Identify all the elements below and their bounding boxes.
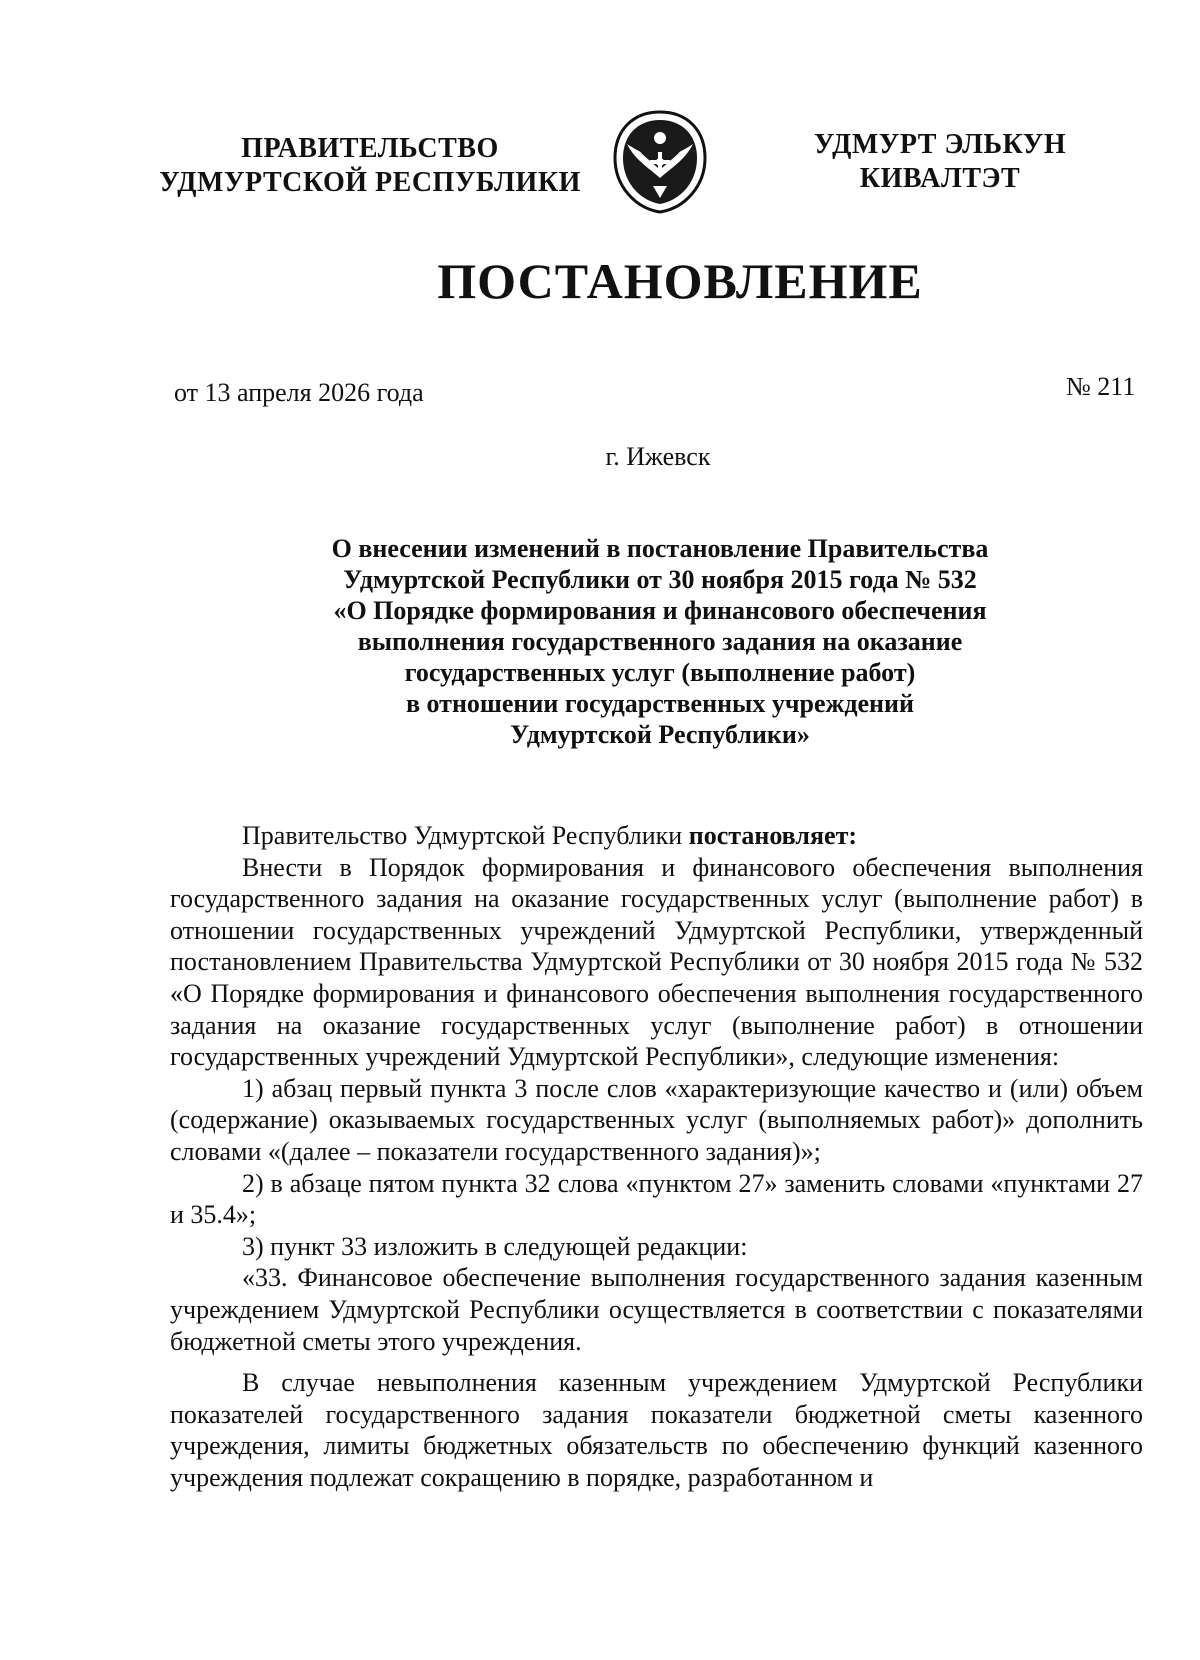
- title-line: государственных услуг (выполнение работ): [404, 658, 916, 687]
- document-date: от 13 апреля 2026 года: [174, 378, 424, 407]
- intro-verb: постановляет:: [688, 821, 857, 850]
- document-number: № 211: [1066, 372, 1136, 401]
- document-type: ПОСТАНОВЛЕНИЕ: [437, 253, 923, 309]
- title-line: Удмуртской Республики»: [510, 720, 810, 749]
- paragraph-item-1: 1) абзац первый пункта 3 после слов «характеризующие качество и (или) объем (содержание) оказываемых государственных услуг (выполняемых работ)» дополнить словами «(далее – показатели государственного задания)»;: [170, 1073, 1143, 1166]
- paragraph-point-33: «33. Финансовое обеспечение выполнения государственного задания казенным учреждением Удмуртской Республики осуществляется в соответствии с показателями бюджетной сметы этого учреждения.: [170, 1263, 1143, 1356]
- paragraph-item-2: 2) в абзаце пятом пункта 32 слова «пунктом 27» заменить словами «пунктами 27 и 35.4»;: [170, 1168, 1143, 1230]
- header-right-line1: УДМУРТ ЭЛЬКУН: [813, 129, 1067, 160]
- paragraph: В случае невыполнения казенным учреждением Удмуртской Республики показателей государственного задания показатели бюджетной сметы казенного учреждения, лимиты бюджетных обязательств по обеспечению функций казенного учреждения подлежат сокращению в порядке, разработанном и: [170, 1368, 1143, 1492]
- title-line: «О Порядке формирования и финансового обеспечения: [333, 596, 987, 625]
- header-left-line2: УДМУРТСКОЙ РЕСПУБЛИКИ: [159, 167, 581, 198]
- header-right-line2: КИВАЛТЭТ: [859, 163, 1021, 194]
- document-body: [170, 820, 1143, 1493]
- title-line: Удмуртской Республики от 30 ноября 2015 года № 532: [343, 565, 977, 594]
- document-city: г. Ижевск: [605, 442, 711, 471]
- intro-text: Правительство Удмуртской Республики: [242, 821, 689, 850]
- paragraph-item-3: 3) пункт 33 изложить в следующей редакции:: [242, 1231, 748, 1261]
- header-left-line1: ПРАВИТЕЛЬСТВО: [241, 133, 499, 164]
- government-name-russian: [150, 132, 590, 200]
- resolution-intro: [170, 820, 1143, 852]
- udmurt-coat-of-arms-icon: [605, 108, 715, 216]
- title-line: в отношении государственных учреждений: [405, 689, 914, 718]
- paragraph: Внести в Порядок формирования и финансового обеспечения выполнения государственного задания на оказание государственных услуг (выполнение работ) в отношении государственных учреждений Удмуртской Республики, утвержденный постановлением Правительства Удмуртской Республики от 30 ноября 2015 года № 532 «О Порядке формирования и финансового обеспечения выполнения государственного задания на оказание государственных услуг (выполнение работ) в отношении государственных учреждений Удмуртской Республики», следующие изменения:: [170, 852, 1143, 1072]
- document-title: [270, 533, 1050, 750]
- title-line: выполнения государственного задания на оказание: [357, 627, 963, 656]
- title-line: О внесении изменений в постановление Правительства: [331, 534, 989, 563]
- government-name-udmurt: [800, 128, 1080, 196]
